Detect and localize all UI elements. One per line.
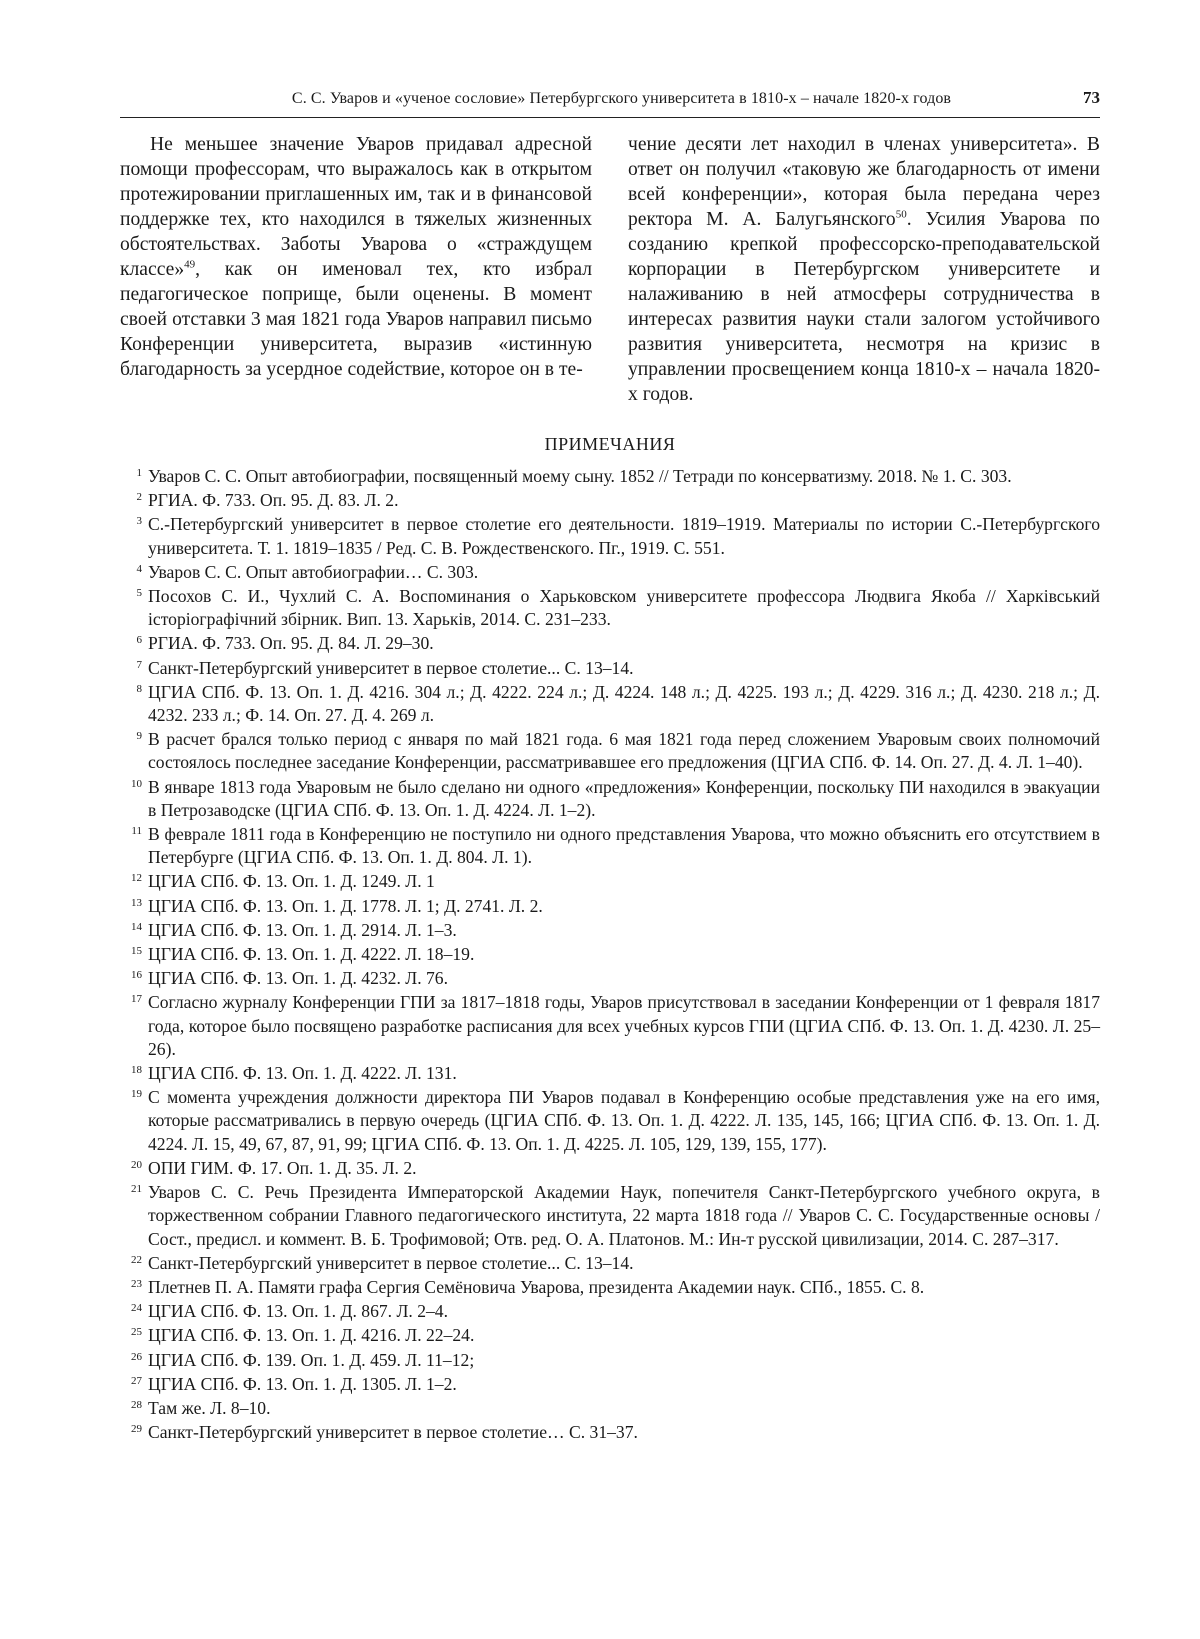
- note-text: Санкт-Петербургский университет в первое столетие… С. 31–37.: [148, 1422, 638, 1443]
- note-number: 2: [136, 491, 142, 504]
- footnote-ref: 49: [184, 258, 196, 271]
- note-number: 16: [131, 969, 142, 982]
- note-text: Посохов С. И., Чухлий С. А. Воспоминания о Харьковском университете профессора Людвига Якоба // Харківський історіографічний збірник. Вип. 13. Харьків, 2014. С. 231–233.: [148, 586, 1100, 630]
- note-item: [120, 1324, 1100, 1347]
- note-text: Санкт-Петербургский университет в первое столетие... С. 13–14.: [148, 1252, 634, 1273]
- note-number: 21: [131, 1183, 142, 1196]
- note-number: 7: [136, 658, 142, 671]
- note-item: [120, 489, 1100, 512]
- note-text: ЦГИА СПб. Ф. 13. Оп. 1. Д. 1249. Л. 1: [148, 871, 435, 892]
- note-item: [120, 561, 1100, 584]
- note-text: Санкт-Петербургский университет в первое столетие... С. 13–14.: [148, 657, 634, 678]
- notes-list: [120, 465, 1100, 1444]
- note-number: 23: [131, 1277, 142, 1290]
- note-text: Уваров С. С. Опыт автобиографии, посвященный моему сыну. 1852 // Тетради по консерватизму. 2018. № 1. С. 303.: [148, 466, 1012, 486]
- note-item: [120, 681, 1100, 727]
- paragraph: [120, 132, 592, 382]
- note-number: 29: [131, 1423, 142, 1436]
- note-item: [120, 585, 1100, 631]
- note-item: [120, 1300, 1100, 1323]
- note-text: С.-Петербургский университет в первое столетие его деятельности. 1819–1919. Материалы по истории С.-Петербургского университета. Т. 1. 1819–1835 / Ред. С. В. Рождественского. Пг., 1919. С. 551.: [148, 514, 1100, 558]
- footnote-ref: 50: [895, 208, 907, 221]
- note-item: [120, 513, 1100, 559]
- note-text: В феврале 1811 года в Конференцию не поступило ни одного представления Уварова, что можно объяснить его отсутствием в Петербурге (ЦГИА СПб. Ф. 13. Оп. 1. Д. 804. Л. 1).: [148, 824, 1100, 868]
- note-item: [120, 1349, 1100, 1372]
- note-number: 3: [136, 515, 142, 528]
- note-number: 28: [131, 1398, 142, 1411]
- paragraph: [628, 132, 1100, 407]
- page: [120, 88, 1100, 1445]
- note-text: Там же. Л. 8–10.: [148, 1397, 271, 1418]
- note-item: [120, 1421, 1100, 1444]
- note-item: [120, 919, 1100, 942]
- note-number: 11: [131, 825, 142, 838]
- note-item: [120, 967, 1100, 990]
- note-item: [120, 1062, 1100, 1085]
- note-text: С момента учреждения должности директора ПИ Уваров подавал в Конференцию особые представления уже на его имя, которые рассматривались в первую очередь (ЦГИА СПб. Ф. 13. Оп. 1. Д. 4222. Л. 135, 145, 166; ЦГИА СПб. Ф. 13. Оп. 1. Д. 4224. Л. 15, 49, 67, 87, 91, 99; ЦГИА СПб. Ф. 13. Оп. 1. Д. 4225. Л. 105, 129, 139, 155, 177).: [148, 1087, 1100, 1154]
- text-run: Не меньшее значение Уваров придавал адресной помощи профессорам, что выражалось как в открытом протежировании приглашенных им, так и в финансовой поддержке тех, кто находился в тяжелых жизненных обстоятельствах. Заботы Уварова о «страждущем классе»: [120, 134, 592, 280]
- note-number: 17: [131, 993, 142, 1006]
- note-number: 13: [131, 896, 142, 909]
- note-number: 19: [131, 1088, 142, 1101]
- note-number: 10: [131, 777, 142, 790]
- note-number: 20: [131, 1158, 142, 1171]
- note-item: [120, 776, 1100, 822]
- note-item: [120, 1181, 1100, 1251]
- note-number: 24: [131, 1302, 142, 1315]
- note-number: 1: [136, 467, 142, 479]
- note-item: [120, 1276, 1100, 1299]
- note-text: Уваров С. С. Речь Президента Императорской Академии Наук, попечителя Санкт-Петербургского учебного округа, в торжественном собрании Главного педагогического института, 22 марта 1818 года // Уваров С. С. Государственные основы / Сост., предисл. и коммент. В. Б. Трофимовой; Отв. ред. О. А. Платонов. М.: Ин-т русской цивилизации, 2014. С. 287–317.: [148, 1182, 1100, 1249]
- note-item: [120, 870, 1100, 893]
- note-text: ЦГИА СПб. Ф. 13. Оп. 1. Д. 2914. Л. 1–3.: [148, 919, 457, 940]
- note-number: 4: [136, 562, 142, 575]
- note-number: 5: [136, 587, 142, 600]
- note-item: [120, 991, 1100, 1061]
- notes-heading: ПРИМЕЧАНИЯ: [544, 434, 676, 454]
- note-number: 15: [131, 945, 142, 958]
- note-text: РГИА. Ф. 733. Оп. 95. Д. 83. Л. 2.: [148, 490, 399, 511]
- note-text: ЦГИА СПб. Ф. 13. Оп. 1. Д. 4222. Л. 18–19.: [148, 944, 475, 965]
- note-text: Уваров С. С. Опыт автобиографии… С. 303.: [148, 561, 479, 582]
- note-number: 26: [131, 1350, 142, 1363]
- note-text: Плетнев П. А. Памяти графа Сергия Семёновича Уварова, президента Академии наук. СПб., 1855. С. 8.: [148, 1276, 925, 1297]
- note-item: [120, 465, 1100, 488]
- note-item: [120, 1157, 1100, 1180]
- note-item: [120, 895, 1100, 918]
- note-text: ЦГИА СПб. Ф. 139. Оп. 1. Д. 459. Л. 11–12;: [148, 1349, 475, 1370]
- note-text: ЦГИА СПб. Ф. 13. Оп. 1. Д. 4216. 304 л.; Д. 4222. 224 л.; Д. 4224. 148 л.; Д. 4225. 193 л.; Д. 4229. 316 л.; Д. 4230. 218 л.; Д. 4232. 233 л.; Ф. 14. Оп. 27. Д. 4. 269 л.: [148, 681, 1100, 726]
- note-text: Согласно журналу Конференции ГПИ за 1817–1818 годы, Уваров присутствовал в заседании Конференции от 1 февраля 1817 года, которое было посвящено разработке расписания для всех учебных курсов ГПИ (ЦГИА СПб. Ф. 13. Оп. 1. Д. 4230. Л. 25–26).: [148, 992, 1100, 1059]
- note-number: 22: [131, 1253, 142, 1266]
- running-title: С. С. Уваров и «ученое сословие» Петербургского университета в 1810-х – начале 1820-х годов: [291, 90, 952, 107]
- text-run: чение десяти лет находил в членах университета». В ответ он получил «таковую же благодарность от имени всей конференции», которая была передана через ректора М. А. Балугьянского: [628, 134, 1100, 230]
- note-text: ЦГИА СПб. Ф. 13. Оп. 1. Д. 4216. Л. 22–24.: [148, 1325, 475, 1346]
- text-run: . Усилия Уварова по созданию крепкой профессорско-преподавательской корпорации в Петербургском университете и налаживанию в ней атмосферы сотрудничества в интересах развития науки стали залогом устойчивого развития университета, несмотря на кризис в управлении просвещением конца 1810-х – начала 1820-х годов.: [628, 209, 1100, 405]
- left-column: [120, 132, 592, 407]
- running-header: [120, 88, 1100, 118]
- note-number: 6: [136, 634, 142, 647]
- note-item: [120, 1086, 1100, 1156]
- note-text: ЦГИА СПб. Ф. 13. Оп. 1. Д. 1305. Л. 1–2.: [148, 1373, 457, 1394]
- note-number: 8: [136, 682, 142, 695]
- note-text: В расчет брался только период с января по май 1821 года. 6 мая 1821 года перед сложением Уваровым своих полномочий состоялось последнее заседание Конференции, рассматривавшее его предложения (ЦГИА СПб. Ф. 14. Оп. 27. Д. 4. Л. 1–40).: [148, 729, 1100, 773]
- note-text: ОПИ ГИМ. Ф. 17. Оп. 1. Д. 35. Л. 2.: [148, 1157, 417, 1178]
- body-text: [120, 132, 1100, 407]
- note-item: [120, 1373, 1100, 1396]
- note-item: [120, 1397, 1100, 1420]
- page-number: 73: [1083, 88, 1100, 107]
- note-number: 18: [131, 1064, 142, 1077]
- note-number: 9: [136, 730, 142, 743]
- right-column: [628, 132, 1100, 407]
- note-text: ЦГИА СПб. Ф. 13. Оп. 1. Д. 4222. Л. 131.: [148, 1063, 457, 1084]
- note-item: [120, 632, 1100, 655]
- note-text: В январе 1813 года Уваровым не было сделано ни одного «предложения» Конференции, поскольку ПИ находился в эвакуации в Петрозаводске (ЦГИА СПб. Ф. 13. Оп. 1. Д. 4224. Л. 1–2).: [148, 776, 1100, 820]
- text-run: , как он именовал тех, кто избрал педагогическое поприще, были оценены. В момент своей отставки 3 мая 1821 года Уваров направил письмо Конференции университета, выразив «истинную благодарность за усердное содействие, которое он в те-: [120, 259, 592, 380]
- note-item: [120, 823, 1100, 869]
- note-number: 27: [131, 1374, 142, 1387]
- note-text: ЦГИА СПб. Ф. 13. Оп. 1. Д. 4232. Л. 76.: [148, 968, 448, 989]
- note-item: [120, 1252, 1100, 1275]
- note-number: 25: [131, 1326, 142, 1339]
- note-item: [120, 728, 1100, 774]
- note-text: ЦГИА СПб. Ф. 13. Оп. 1. Д. 1778. Л. 1; Д. 2741. Л. 2.: [148, 895, 543, 916]
- note-item: [120, 943, 1100, 966]
- note-text: ЦГИА СПб. Ф. 13. Оп. 1. Д. 867. Л. 2–4.: [148, 1301, 448, 1322]
- note-item: [120, 657, 1100, 680]
- note-number: 12: [131, 872, 142, 885]
- note-text: РГИА. Ф. 733. Оп. 95. Д. 84. Л. 29–30.: [148, 633, 434, 654]
- note-number: 14: [131, 920, 142, 933]
